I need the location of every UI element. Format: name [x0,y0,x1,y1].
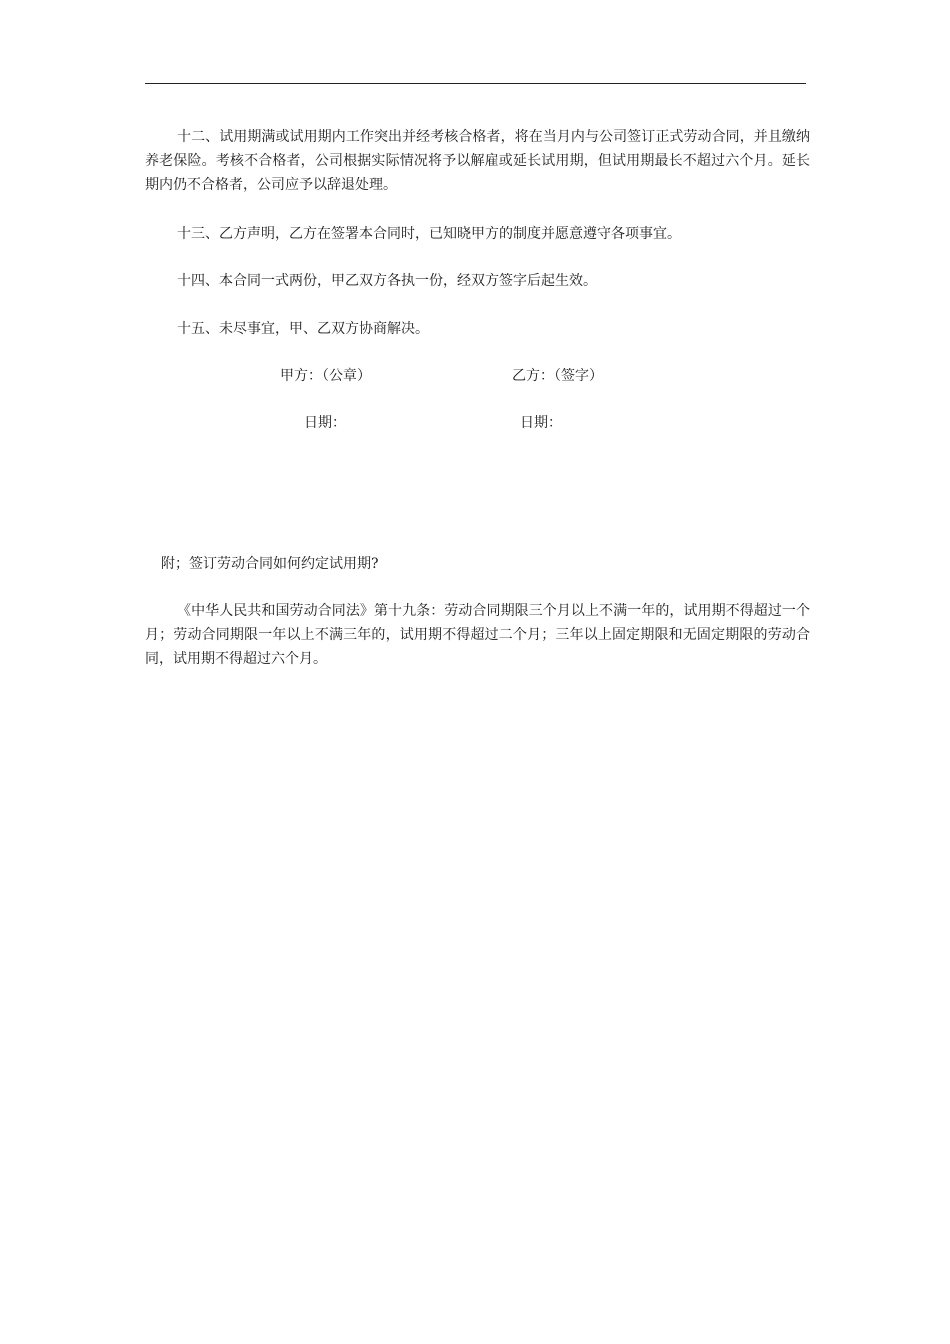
appendix-title: 附；签订劳动合同如何约定试用期? [161,556,379,572]
party-b-date-label: 日期： [520,415,562,431]
header-rule [145,83,806,84]
clause-12: 十二、试用期满或试用期内工作突出并经考核合格者，将在当月内与公司签订正式劳动合同，并且缴纳养老保险。考核不合格者，公司根据实际情况将予以解雇或延长试用期，但试用期最长不超过六个月。延长期内仍不合格者，公司应予以辞退处理。 [145,129,810,193]
party-b-signature-label: 乙方：（签字） [512,368,603,384]
party-a-seal-label: 甲方：（公章） [280,368,371,384]
clause-13: 十三、乙方声明，乙方在签署本合同时，已知晓甲方的制度并愿意遵守各项事宜。 [177,226,681,242]
appendix-body: 《中华人民共和国劳动合同法》第十九条：劳动合同期限三个月以上不满一年的，试用期不得超过一个月；劳动合同期限一年以上不满三年的，试用期不得超过二个月；三年以上固定期限和无固定期限的劳动合同，试用期不得超过六个月。 [145,603,810,667]
party-a-date-label: 日期： [304,415,346,431]
clause-14: 十四、本合同一式两份，甲乙双方各执一份，经双方签字后起生效。 [177,273,597,289]
clause-15: 十五、未尽事宜，甲、乙双方协商解决。 [177,321,429,337]
